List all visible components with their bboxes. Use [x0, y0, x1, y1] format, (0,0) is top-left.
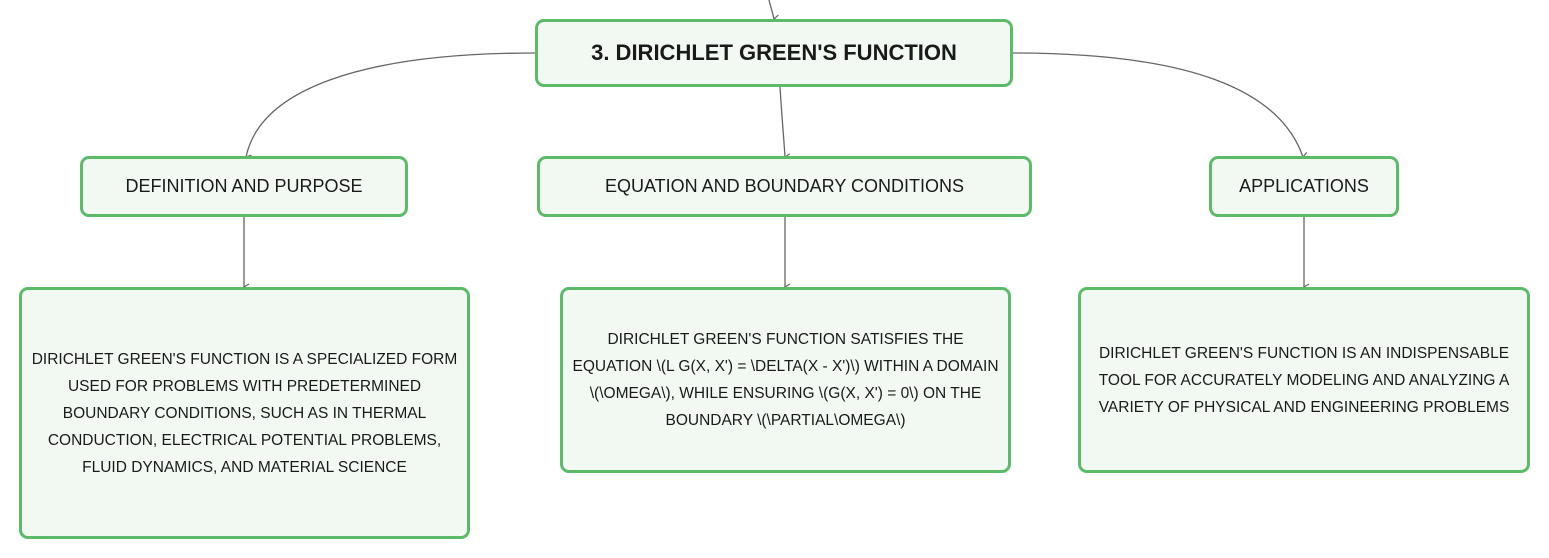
- root-node[interactable]: [535, 19, 1013, 87]
- detail-applications[interactable]: [1078, 287, 1530, 473]
- connector-root-applications: [1013, 53, 1303, 157]
- category-label: APPLICATIONS: [1239, 176, 1369, 196]
- connector-root-definition: [246, 53, 535, 157]
- connector-root-equation: [780, 87, 785, 157]
- root-node-label: 3. DIRICHLET GREEN'S FUNCTION: [591, 40, 957, 65]
- detail-text: DIRICHLET GREEN'S FUNCTION IS AN INDISPENSABLE TOOL FOR ACCURATELY MODELING AND ANALYZING A VARIETY OF PHYSICAL AND ENGINEERING PROBLEMS: [1098, 344, 1510, 416]
- connector-incoming-root: [769, 0, 774, 19]
- detail-definition-and-purpose[interactable]: [19, 287, 470, 539]
- detail-text: DIRICHLET GREEN'S FUNCTION IS A SPECIALIZED FORM USED FOR PROBLEMS WITH PREDETERMINED BOUNDARY CONDITIONS, SUCH AS IN THERMAL CONDUCTION, ELECTRICAL POTENTIAL PROBLEMS, FLUID DYNAMICS, AND MATERIAL SCIENCE: [31, 350, 458, 476]
- category-label: EQUATION AND BOUNDARY CONDITIONS: [604, 176, 965, 196]
- category-definition-and-purpose[interactable]: [80, 156, 408, 217]
- detail-equation-and-boundary-conditions[interactable]: [560, 287, 1011, 473]
- detail-text: DIRICHLET GREEN'S FUNCTION SATISFIES THE EQUATION \(L G(X, X') = \DELTA(X - X')\) WITHIN A DOMAIN \(\OMEGA\), WHILE ENSURING \(G(X, X') = 0\) ON THE BOUNDARY \(\PARTIAL\OMEGA\): [572, 331, 999, 429]
- category-label: DEFINITION AND PURPOSE: [125, 176, 363, 196]
- category-applications[interactable]: [1209, 156, 1399, 217]
- category-equation-and-boundary-conditions[interactable]: [537, 156, 1032, 217]
